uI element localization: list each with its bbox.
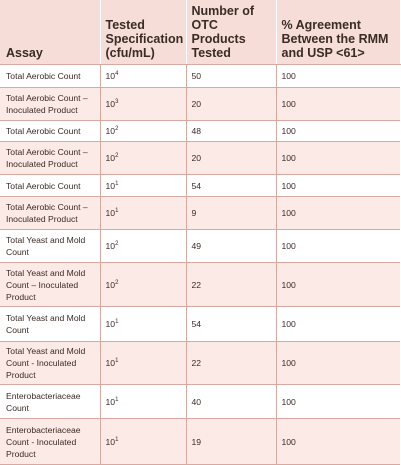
spec-cell (100, 419, 186, 465)
assay-cell: Total Aerobic Count – Inoculated Product (0, 142, 100, 175)
assay-cell: Total Yeast and Mold Count (0, 307, 100, 342)
spec-base: 10 (105, 126, 116, 136)
spec-base: 10 (105, 358, 116, 368)
spec-cell (100, 65, 186, 88)
spec-exponent: 2 (115, 241, 119, 248)
spec-cell (100, 197, 186, 230)
spec-exponent: 1 (115, 358, 119, 365)
spec-exponent: 2 (115, 126, 119, 133)
spec-cell (100, 175, 186, 197)
table-row (0, 175, 400, 197)
spec-exponent: 1 (115, 319, 119, 326)
spec-cell (100, 88, 186, 121)
spec-base: 10 (105, 436, 116, 447)
spec-cell (100, 142, 186, 175)
spec-base: 10 (105, 71, 116, 81)
count-cell: 22 (186, 342, 276, 385)
table-row (0, 230, 400, 263)
spec-cell (100, 342, 186, 385)
spec-exponent: 1 (115, 396, 119, 403)
spec-cell (100, 230, 186, 263)
header-number-tested: Number of OTC Products Tested (186, 0, 276, 65)
agreement-cell: 100 (276, 88, 400, 121)
assay-cell: Enterobacteriaceae Count - Inoculated Product (0, 419, 100, 465)
spec-cell (100, 385, 186, 419)
agreement-cell: 100 (276, 121, 400, 142)
table-row (0, 142, 400, 175)
agreement-cell: 100 (276, 342, 400, 385)
count-cell: 50 (186, 65, 276, 88)
count-cell: 48 (186, 121, 276, 142)
agreement-cell: 100 (276, 263, 400, 307)
header-percent-agreement: % Agreement Between the RMM and USP <61> (276, 0, 400, 65)
table-row (0, 419, 400, 465)
count-cell: 22 (186, 263, 276, 307)
agreement-cell: 100 (276, 142, 400, 175)
spec-base: 10 (105, 279, 116, 290)
spec-exponent: 4 (115, 71, 119, 78)
count-cell: 54 (186, 175, 276, 197)
header-tested-specification: Tested Specification (cfu/mL) (100, 0, 186, 65)
spec-exponent: 2 (115, 153, 119, 160)
agreement-cell: 100 (276, 175, 400, 197)
table-body (0, 65, 400, 465)
assay-cell: Total Aerobic Count (0, 175, 100, 197)
agreement-cell: 100 (276, 419, 400, 465)
spec-cell (100, 307, 186, 342)
agreement-cell: 100 (276, 197, 400, 230)
agreement-cell: 100 (276, 385, 400, 419)
assay-cell: Total Aerobic Count – Inoculated Product (0, 197, 100, 230)
assay-cell: Total Aerobic Count (0, 121, 100, 142)
agreement-cell: 100 (276, 230, 400, 263)
header-row (0, 0, 400, 65)
spec-base: 10 (105, 241, 116, 251)
assay-cell: Total Yeast and Mold Count – Inoculated Product (0, 263, 100, 307)
table-row (0, 88, 400, 121)
assay-cell: Total Yeast and Mold Count - Inoculated Product (0, 342, 100, 385)
spec-base: 10 (105, 208, 116, 218)
spec-exponent: 2 (115, 279, 119, 286)
assay-cell: Total Aerobic Count (0, 65, 100, 88)
spec-base: 10 (105, 319, 116, 329)
spec-exponent: 1 (115, 208, 119, 215)
count-cell: 20 (186, 142, 276, 175)
spec-base: 10 (105, 99, 116, 109)
count-cell: 20 (186, 88, 276, 121)
count-cell: 54 (186, 307, 276, 342)
spec-exponent: 1 (115, 180, 119, 187)
spec-cell (100, 263, 186, 307)
table-row (0, 263, 400, 307)
table-row (0, 385, 400, 419)
count-cell: 19 (186, 419, 276, 465)
header-assay: Assay (0, 0, 100, 65)
spec-base: 10 (105, 396, 116, 407)
spec-base: 10 (105, 180, 116, 191)
table-row (0, 307, 400, 342)
count-cell: 49 (186, 230, 276, 263)
assay-cell: Enterobacteriaceae Count (0, 385, 100, 419)
table-row (0, 197, 400, 230)
assay-cell: Total Yeast and Mold Count (0, 230, 100, 263)
agreement-cell: 100 (276, 65, 400, 88)
count-cell: 9 (186, 197, 276, 230)
table-header (0, 0, 400, 65)
count-cell: 40 (186, 385, 276, 419)
spec-base: 10 (105, 153, 116, 163)
table-row (0, 65, 400, 88)
spec-exponent: 3 (115, 99, 119, 106)
agreement-cell: 100 (276, 307, 400, 342)
assay-cell: Total Aerobic Count – Inoculated Product (0, 88, 100, 121)
table-row (0, 121, 400, 142)
spec-exponent: 1 (115, 436, 119, 443)
spec-cell (100, 121, 186, 142)
table-row (0, 342, 400, 385)
